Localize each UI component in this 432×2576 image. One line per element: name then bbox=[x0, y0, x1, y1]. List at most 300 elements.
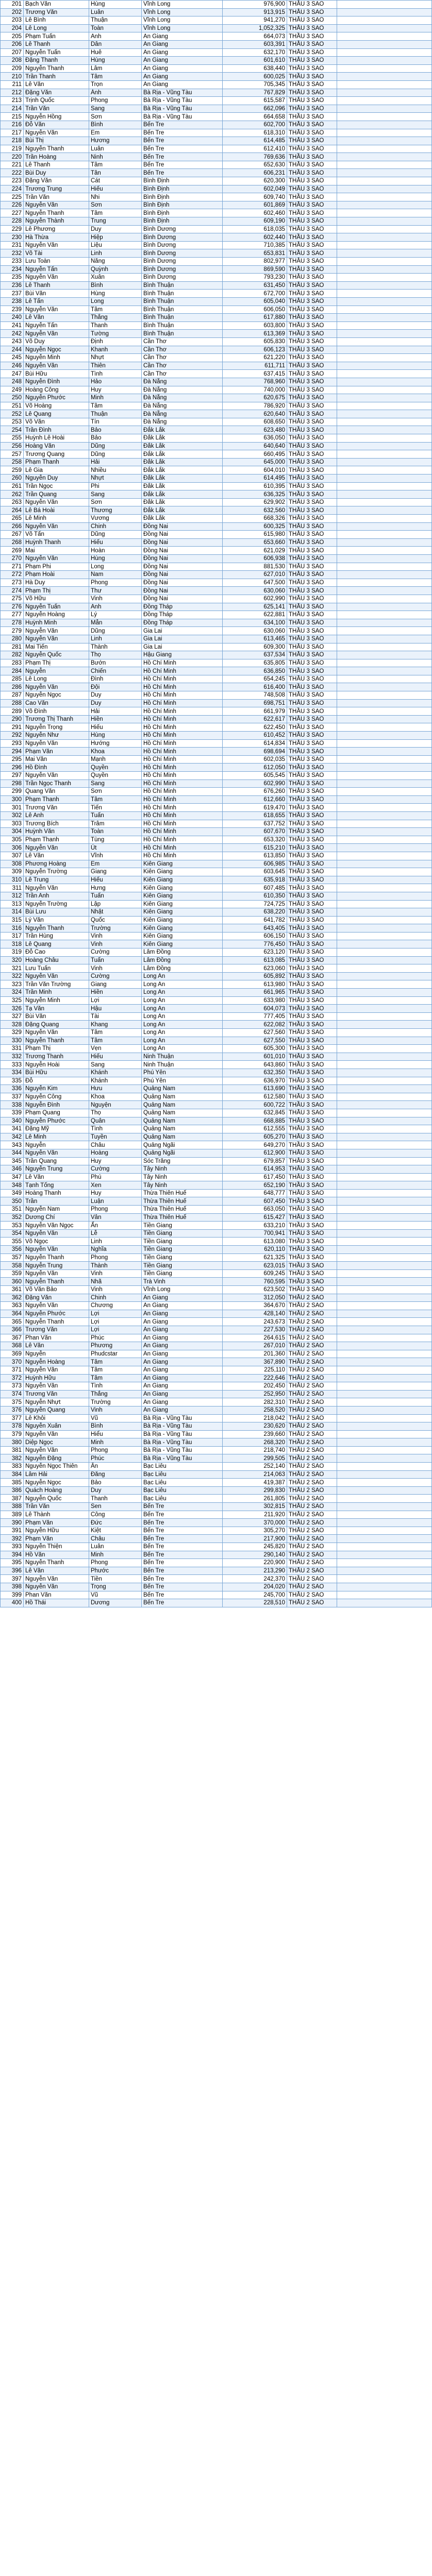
rank-label: THẦU 3 SAO bbox=[287, 1173, 337, 1181]
rank-label: THẦU 2 SAO bbox=[287, 1438, 337, 1447]
last-middle-name: Nguyễn Văn bbox=[24, 1575, 89, 1583]
last-middle-name: Đặng Văn bbox=[24, 89, 89, 97]
province: Đồng Nai bbox=[142, 595, 223, 603]
table-row bbox=[1, 1029, 432, 1037]
province: Bà Rịa - Vũng Tàu bbox=[142, 1430, 223, 1438]
first-name: Quyền bbox=[89, 764, 142, 772]
last-middle-name: Đỗ Cao bbox=[24, 948, 89, 957]
score-value: 637,752 bbox=[223, 820, 287, 828]
row-number: 278 bbox=[1, 619, 24, 627]
last-middle-name: Nguyễn Văn bbox=[24, 362, 89, 370]
score-value: 268,320 bbox=[223, 1438, 287, 1447]
first-name: Tình bbox=[89, 1125, 142, 1133]
rank-label: THẦU 2 SAO bbox=[287, 1294, 337, 1302]
rank-label: THẦU 2 SAO bbox=[287, 1591, 337, 1599]
rank-label: THẦU 2 SAO bbox=[287, 1503, 337, 1511]
table-row bbox=[1, 1229, 432, 1238]
score-value: 603,800 bbox=[223, 321, 287, 330]
rank-label: THẦU 3 SAO bbox=[287, 916, 337, 924]
first-name: Hoàng bbox=[89, 1149, 142, 1157]
rank-label: THẦU 3 SAO bbox=[287, 1157, 337, 1165]
last-middle-name: Nguyễn Nam bbox=[24, 1206, 89, 1214]
province: Vĩnh Long bbox=[142, 1286, 223, 1294]
rank-label: THẦU 2 SAO bbox=[287, 1583, 337, 1591]
table-row bbox=[1, 233, 432, 242]
province: Hồ Chí Minh bbox=[142, 764, 223, 772]
row-number: 323 bbox=[1, 980, 24, 989]
rank-label: THẦU 3 SAO bbox=[287, 466, 337, 474]
first-name: Dân bbox=[89, 40, 142, 48]
score-value: 649,270 bbox=[223, 1141, 287, 1149]
province: Hồ Chí Minh bbox=[142, 675, 223, 683]
first-name: Trung bbox=[89, 217, 142, 226]
score-value: 605,830 bbox=[223, 337, 287, 346]
first-name: Cường bbox=[89, 1165, 142, 1174]
table-row bbox=[1, 201, 432, 209]
first-name: Trường bbox=[89, 1398, 142, 1406]
province: Kiên Giang bbox=[142, 892, 223, 900]
rank-label: THẦU 3 SAO bbox=[287, 1117, 337, 1125]
first-name: Tiền bbox=[89, 1575, 142, 1583]
score-value: 612,555 bbox=[223, 1125, 287, 1133]
row-number: 216 bbox=[1, 121, 24, 129]
row-number: 373 bbox=[1, 1382, 24, 1391]
score-value: 252,950 bbox=[223, 1390, 287, 1398]
table-row bbox=[1, 121, 432, 129]
rank-label: THẦU 2 SAO bbox=[287, 1519, 337, 1527]
blank-cell bbox=[337, 1583, 432, 1591]
blank-cell bbox=[337, 989, 432, 997]
first-name: Mạnh bbox=[89, 755, 142, 764]
row-number: 214 bbox=[1, 105, 24, 113]
row-number: 372 bbox=[1, 1374, 24, 1382]
blank-cell bbox=[337, 1206, 432, 1214]
last-middle-name: Nguyễn Trường bbox=[24, 868, 89, 876]
row-number: 331 bbox=[1, 1045, 24, 1053]
row-number: 305 bbox=[1, 836, 24, 844]
row-number: 208 bbox=[1, 57, 24, 65]
province: Quảng Nam bbox=[142, 1085, 223, 1093]
blank-cell bbox=[337, 97, 432, 105]
score-value: 645,000 bbox=[223, 458, 287, 466]
last-middle-name: Võ Hữu bbox=[24, 595, 89, 603]
first-name: Hiếu bbox=[89, 876, 142, 884]
last-middle-name: Huỳnh Thanh bbox=[24, 538, 89, 547]
blank-cell bbox=[337, 924, 432, 933]
table-row bbox=[1, 32, 432, 41]
province: Vĩnh Long bbox=[142, 8, 223, 16]
table-row bbox=[1, 595, 432, 603]
blank-cell bbox=[337, 1599, 432, 1607]
table-row bbox=[1, 603, 432, 611]
score-value: 623,015 bbox=[223, 1262, 287, 1270]
table-row bbox=[1, 1495, 432, 1503]
last-middle-name: Hồ Thái bbox=[24, 1599, 89, 1607]
last-middle-name: Nguyễn Văn bbox=[24, 1302, 89, 1310]
rank-label: THẦU 3 SAO bbox=[287, 1229, 337, 1238]
last-middle-name: Mai Văn bbox=[24, 755, 89, 764]
rank-label: THẦU 3 SAO bbox=[287, 1189, 337, 1197]
row-number: 309 bbox=[1, 868, 24, 876]
table-row bbox=[1, 1269, 432, 1278]
score-value: 654,245 bbox=[223, 675, 287, 683]
rank-label: THẦU 3 SAO bbox=[287, 643, 337, 651]
score-value: 662,096 bbox=[223, 105, 287, 113]
row-number: 380 bbox=[1, 1438, 24, 1447]
rank-label: THẦU 3 SAO bbox=[287, 619, 337, 627]
blank-cell bbox=[337, 1133, 432, 1141]
first-name: Khoa bbox=[89, 748, 142, 756]
blank-cell bbox=[337, 1334, 432, 1342]
first-name: Quân bbox=[89, 1117, 142, 1125]
rank-label: THẦU 3 SAO bbox=[287, 185, 337, 193]
blank-cell bbox=[337, 876, 432, 884]
rank-label: THẦU 3 SAO bbox=[287, 1197, 337, 1206]
blank-cell bbox=[337, 1278, 432, 1286]
last-middle-name: Phan Văn bbox=[24, 1591, 89, 1599]
province: Thừa Thiên Huế bbox=[142, 1189, 223, 1197]
last-middle-name: Nguyễn Văn bbox=[24, 306, 89, 314]
first-name: Phong bbox=[89, 1206, 142, 1214]
blank-cell bbox=[337, 820, 432, 828]
first-name: Phương bbox=[89, 1342, 142, 1350]
row-number: 210 bbox=[1, 73, 24, 81]
row-number: 241 bbox=[1, 321, 24, 330]
last-middle-name: Nguyễn Thanh bbox=[24, 1278, 89, 1286]
rank-label: THẦU 3 SAO bbox=[287, 394, 337, 402]
last-middle-name: Phạm Thanh bbox=[24, 458, 89, 466]
table-row bbox=[1, 1262, 432, 1270]
score-value: 652,630 bbox=[223, 161, 287, 169]
row-number: 360 bbox=[1, 1278, 24, 1286]
row-number: 255 bbox=[1, 434, 24, 443]
score-value: 606,050 bbox=[223, 306, 287, 314]
first-name: Thọ bbox=[89, 1109, 142, 1117]
blank-cell bbox=[337, 948, 432, 957]
rank-label: THẦU 3 SAO bbox=[287, 337, 337, 346]
blank-cell bbox=[337, 715, 432, 723]
blank-cell bbox=[337, 321, 432, 330]
blank-cell bbox=[337, 563, 432, 571]
last-middle-name: Trần Văn bbox=[24, 105, 89, 113]
row-number: 288 bbox=[1, 699, 24, 707]
table-row bbox=[1, 1559, 432, 1567]
table-row bbox=[1, 748, 432, 756]
rank-label: THẦU 2 SAO bbox=[287, 1390, 337, 1398]
row-number: 302 bbox=[1, 811, 24, 820]
row-number: 258 bbox=[1, 458, 24, 466]
province: Bà Rịa - Vũng Tàu bbox=[142, 1454, 223, 1463]
province: Hồ Chí Minh bbox=[142, 739, 223, 748]
blank-cell bbox=[337, 547, 432, 555]
province: An Giang bbox=[142, 1374, 223, 1382]
last-middle-name: Nguyễn Như bbox=[24, 732, 89, 740]
row-number: 272 bbox=[1, 571, 24, 579]
rank-label: THẦU 3 SAO bbox=[287, 354, 337, 362]
row-number: 335 bbox=[1, 1077, 24, 1085]
first-name: Hưng bbox=[89, 884, 142, 892]
blank-cell bbox=[337, 900, 432, 908]
first-name: Vương bbox=[89, 515, 142, 523]
table-row bbox=[1, 916, 432, 924]
score-value: 676,260 bbox=[223, 788, 287, 796]
first-name: Phong bbox=[89, 579, 142, 587]
score-value: 606,985 bbox=[223, 860, 287, 868]
first-name: Phi bbox=[89, 482, 142, 490]
blank-cell bbox=[337, 48, 432, 57]
first-name: Tiến bbox=[89, 804, 142, 812]
first-name: Hùng bbox=[89, 57, 142, 65]
row-number: 347 bbox=[1, 1173, 24, 1181]
first-name: Em bbox=[89, 129, 142, 137]
rank-label: THẦU 3 SAO bbox=[287, 723, 337, 732]
blank-cell bbox=[337, 1302, 432, 1310]
province: Long An bbox=[142, 972, 223, 980]
first-name: Vĩnh bbox=[89, 852, 142, 860]
table-row bbox=[1, 554, 432, 563]
last-middle-name: Nguyễn Thanh bbox=[24, 64, 89, 73]
first-name: Tâm bbox=[89, 1358, 142, 1366]
first-name: Nguyện bbox=[89, 1101, 142, 1109]
first-name: Thọ bbox=[89, 651, 142, 659]
row-number: 344 bbox=[1, 1149, 24, 1157]
row-number: 392 bbox=[1, 1535, 24, 1543]
score-value: 621,325 bbox=[223, 1253, 287, 1262]
row-number: 244 bbox=[1, 346, 24, 354]
first-name: Tình bbox=[89, 1382, 142, 1391]
table-row bbox=[1, 1543, 432, 1551]
last-middle-name: Nguyễn Duy bbox=[24, 474, 89, 483]
last-middle-name: Lý Văn bbox=[24, 916, 89, 924]
province: Long An bbox=[142, 996, 223, 1005]
province: Hồ Chí Minh bbox=[142, 683, 223, 691]
score-value: 605,300 bbox=[223, 1045, 287, 1053]
table-row bbox=[1, 1012, 432, 1021]
table-row bbox=[1, 1406, 432, 1414]
row-number: 349 bbox=[1, 1189, 24, 1197]
rank-label: THẦU 2 SAO bbox=[287, 1302, 337, 1310]
last-middle-name: Trương Quang bbox=[24, 450, 89, 459]
rank-label: THẦU 3 SAO bbox=[287, 1262, 337, 1270]
row-number: 212 bbox=[1, 89, 24, 97]
score-value: 312,050 bbox=[223, 1294, 287, 1302]
rank-label: THẦU 2 SAO bbox=[287, 1559, 337, 1567]
table-row bbox=[1, 1519, 432, 1527]
row-number: 274 bbox=[1, 587, 24, 595]
table-row bbox=[1, 1117, 432, 1125]
last-middle-name: Lê Thanh bbox=[24, 161, 89, 169]
table-row bbox=[1, 683, 432, 691]
province: Quảng Nam bbox=[142, 1109, 223, 1117]
rank-label: THẦU 3 SAO bbox=[287, 48, 337, 57]
first-name: Tuấn bbox=[89, 956, 142, 964]
row-number: 230 bbox=[1, 233, 24, 242]
blank-cell bbox=[337, 354, 432, 362]
table-row bbox=[1, 378, 432, 386]
row-number: 252 bbox=[1, 410, 24, 418]
province: Đồng Tháp bbox=[142, 611, 223, 619]
rank-label: THẦU 3 SAO bbox=[287, 980, 337, 989]
score-value: 419,387 bbox=[223, 1479, 287, 1487]
province: Tây Ninh bbox=[142, 1181, 223, 1190]
score-value: 768,960 bbox=[223, 378, 287, 386]
rank-label: THẦU 3 SAO bbox=[287, 956, 337, 964]
blank-cell bbox=[337, 1326, 432, 1334]
score-value: 602,700 bbox=[223, 121, 287, 129]
last-middle-name: Hoàng Văn bbox=[24, 442, 89, 450]
last-middle-name: Nguyễn Văn bbox=[24, 844, 89, 852]
province: Đồng Nai bbox=[142, 571, 223, 579]
score-value: 264,615 bbox=[223, 1334, 287, 1342]
score-value: 740,000 bbox=[223, 386, 287, 394]
blank-cell bbox=[337, 1551, 432, 1559]
score-value: 647,500 bbox=[223, 579, 287, 587]
province: Quảng Nam bbox=[142, 1117, 223, 1125]
province: Tiền Giang bbox=[142, 1222, 223, 1230]
table-row bbox=[1, 1238, 432, 1246]
score-value: 239,660 bbox=[223, 1430, 287, 1438]
row-number: 203 bbox=[1, 16, 24, 25]
score-value: 698,694 bbox=[223, 748, 287, 756]
first-name: Quyền bbox=[89, 772, 142, 780]
first-name: Tâm bbox=[89, 209, 142, 217]
first-name: Hiền bbox=[89, 989, 142, 997]
first-name: Sang bbox=[89, 779, 142, 788]
province: Đắk Lắk bbox=[142, 515, 223, 523]
score-value: 637,534 bbox=[223, 651, 287, 659]
first-name: Bảo bbox=[89, 1479, 142, 1487]
blank-cell bbox=[337, 1559, 432, 1567]
province: Bình Thuận bbox=[142, 314, 223, 322]
last-middle-name: Nguyễn Tấn bbox=[24, 265, 89, 274]
province: Tiền Giang bbox=[142, 1253, 223, 1262]
rank-label: THẦU 3 SAO bbox=[287, 177, 337, 185]
last-middle-name: Nguyễn Phước bbox=[24, 1310, 89, 1318]
last-middle-name: Nguyễn Ngọc bbox=[24, 1479, 89, 1487]
first-name: Thanh bbox=[89, 1495, 142, 1503]
province: Hồ Chí Minh bbox=[142, 715, 223, 723]
score-value: 618,310 bbox=[223, 129, 287, 137]
row-number: 354 bbox=[1, 1229, 24, 1238]
table-row bbox=[1, 844, 432, 852]
score-value: 201,360 bbox=[223, 1350, 287, 1358]
last-middle-name: Nguyễn Văn bbox=[24, 1149, 89, 1157]
row-number: 291 bbox=[1, 723, 24, 732]
table-row bbox=[1, 1093, 432, 1101]
table-row bbox=[1, 691, 432, 700]
first-name: Tâm bbox=[89, 1037, 142, 1045]
province: Kiên Giang bbox=[142, 940, 223, 948]
last-middle-name: Nguyễn Văn bbox=[24, 884, 89, 892]
table-row bbox=[1, 177, 432, 185]
table-row bbox=[1, 908, 432, 917]
row-number: 250 bbox=[1, 394, 24, 402]
province: Đắk Lắk bbox=[142, 474, 223, 483]
score-value: 602,990 bbox=[223, 595, 287, 603]
first-name: Thiên bbox=[89, 362, 142, 370]
table-row bbox=[1, 1286, 432, 1294]
blank-cell bbox=[337, 73, 432, 81]
row-number: 213 bbox=[1, 97, 24, 105]
blank-cell bbox=[337, 1222, 432, 1230]
province: Hồ Chí Minh bbox=[142, 820, 223, 828]
score-value: 606,123 bbox=[223, 346, 287, 354]
rank-label: THẦU 3 SAO bbox=[287, 426, 337, 434]
first-name: Bướn bbox=[89, 659, 142, 667]
province: Bà Rịa - Vũng Tàu bbox=[142, 1422, 223, 1431]
last-middle-name: Bùi Hữu bbox=[24, 1069, 89, 1077]
table-row bbox=[1, 1069, 432, 1077]
first-name: Sang bbox=[89, 1061, 142, 1069]
blank-cell bbox=[337, 1189, 432, 1197]
last-middle-name: Nguyễn Minh bbox=[24, 354, 89, 362]
first-name: Năng bbox=[89, 258, 142, 266]
table-row bbox=[1, 699, 432, 707]
rank-label: THẦU 2 SAO bbox=[287, 1334, 337, 1342]
province: Bình Thuận bbox=[142, 306, 223, 314]
province: Bến Tre bbox=[142, 1599, 223, 1607]
score-value: 777,405 bbox=[223, 1012, 287, 1021]
first-name: Cát bbox=[89, 177, 142, 185]
row-number: 262 bbox=[1, 490, 24, 499]
rank-label: THẦU 2 SAO bbox=[287, 1511, 337, 1519]
rank-label: THẦU 3 SAO bbox=[287, 1045, 337, 1053]
blank-cell bbox=[337, 683, 432, 691]
last-middle-name: Bùi Văn bbox=[24, 290, 89, 298]
rank-label: THẦU 3 SAO bbox=[287, 105, 337, 113]
rank-label: THẦU 3 SAO bbox=[287, 32, 337, 41]
province: Cần Thơ bbox=[142, 370, 223, 378]
table-row bbox=[1, 1302, 432, 1310]
rank-label: THẦU 3 SAO bbox=[287, 1005, 337, 1013]
blank-cell bbox=[337, 1342, 432, 1350]
rank-label: THẦU 2 SAO bbox=[287, 1479, 337, 1487]
table-row bbox=[1, 113, 432, 121]
blank-cell bbox=[337, 651, 432, 659]
blank-cell bbox=[337, 868, 432, 876]
first-name: Giang bbox=[89, 980, 142, 989]
table-row bbox=[1, 362, 432, 370]
blank-cell bbox=[337, 1109, 432, 1117]
first-name: Thương bbox=[89, 506, 142, 515]
last-middle-name: Dương Chí bbox=[24, 1213, 89, 1222]
blank-cell bbox=[337, 80, 432, 89]
score-value: 299,505 bbox=[223, 1454, 287, 1463]
row-number: 235 bbox=[1, 274, 24, 282]
last-middle-name: Mai Tiến bbox=[24, 643, 89, 651]
last-middle-name: Cao Văn bbox=[24, 699, 89, 707]
blank-cell bbox=[337, 169, 432, 177]
first-name: Chương bbox=[89, 1302, 142, 1310]
row-number: 299 bbox=[1, 788, 24, 796]
province: An Giang bbox=[142, 1358, 223, 1366]
province: Bến Tre bbox=[142, 169, 223, 177]
blank-cell bbox=[337, 515, 432, 523]
blank-cell bbox=[337, 153, 432, 161]
last-middle-name: Tạnh Tống bbox=[24, 1181, 89, 1190]
first-name: Hảo bbox=[89, 378, 142, 386]
row-number: 306 bbox=[1, 844, 24, 852]
table-row bbox=[1, 458, 432, 466]
province: Bạc Liêu bbox=[142, 1486, 223, 1495]
row-number: 325 bbox=[1, 996, 24, 1005]
province: Thừa Thiên Huế bbox=[142, 1206, 223, 1214]
province: Long An bbox=[142, 1005, 223, 1013]
province: Hậu Giang bbox=[142, 651, 223, 659]
score-value: 636,325 bbox=[223, 490, 287, 499]
row-number: 237 bbox=[1, 290, 24, 298]
province: An Giang bbox=[142, 57, 223, 65]
